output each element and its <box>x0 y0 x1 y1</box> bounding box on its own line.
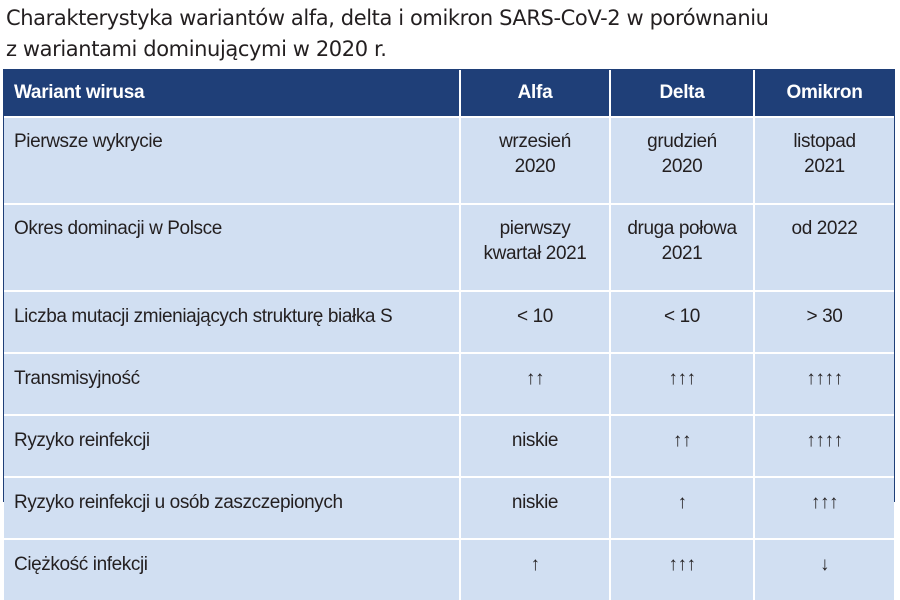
cell-omikron: ↑↑↑↑ <box>754 353 894 415</box>
header-variant: Wariant wirusa <box>4 70 460 117</box>
table-row <box>4 291 894 353</box>
title-line-1: Charakterystyka wariantów alfa, delta i omikron SARS-CoV-2 w porównaniu <box>6 6 769 30</box>
row-label: Okres dominacji w Polsce <box>4 204 460 291</box>
table-row <box>4 117 894 204</box>
table-row <box>4 539 894 600</box>
cell-delta: ↑↑↑ <box>610 539 754 600</box>
cell-alfa: < 10 <box>460 291 610 353</box>
cell-omikron: ↑↑↑↑ <box>754 415 894 477</box>
cell-alfa: ↑ <box>460 539 610 600</box>
cell-omikron: ↓ <box>754 539 894 600</box>
header-omikron: Omikron <box>754 70 894 117</box>
row-label: Ryzyko reinfekcji <box>4 415 460 477</box>
page-title <box>6 3 886 65</box>
header-delta: Delta <box>610 70 754 117</box>
cell-omikron: ↑↑↑ <box>754 477 894 539</box>
cell-alfa: niskie <box>460 477 610 539</box>
row-label: Ryzyko reinfekcji u osób zaszczepionych <box>4 477 460 539</box>
row-label: Ciężkość infekcji <box>4 539 460 600</box>
table-row <box>4 415 894 477</box>
cell-omikron: od 2022 <box>754 204 894 291</box>
title-line-2: z wariantami dominującymi w 2020 r. <box>6 37 387 61</box>
table-row <box>4 477 894 539</box>
cell-alfa: wrzesień 2020 <box>460 117 610 204</box>
row-label: Transmisyjność <box>4 353 460 415</box>
cell-delta: ↑ <box>610 477 754 539</box>
header-alfa: Alfa <box>460 70 610 117</box>
cell-alfa: pierwszy kwartał 2021 <box>460 204 610 291</box>
cell-omikron: listopad 2021 <box>754 117 894 204</box>
cell-alfa: niskie <box>460 415 610 477</box>
cell-omikron: > 30 <box>754 291 894 353</box>
cell-alfa: ↑↑ <box>460 353 610 415</box>
table-header-row <box>4 70 894 117</box>
cell-delta: ↑↑↑ <box>610 353 754 415</box>
table-row <box>4 353 894 415</box>
cell-delta: grudzień 2020 <box>610 117 754 204</box>
cell-delta: druga połowa 2021 <box>610 204 754 291</box>
cell-delta: < 10 <box>610 291 754 353</box>
row-label: Pierwsze wykrycie <box>4 117 460 204</box>
variants-table <box>3 69 895 575</box>
table-row <box>4 204 894 291</box>
row-label: Liczba mutacji zmieniających strukturę białka S <box>4 291 460 353</box>
cell-delta: ↑↑ <box>610 415 754 477</box>
